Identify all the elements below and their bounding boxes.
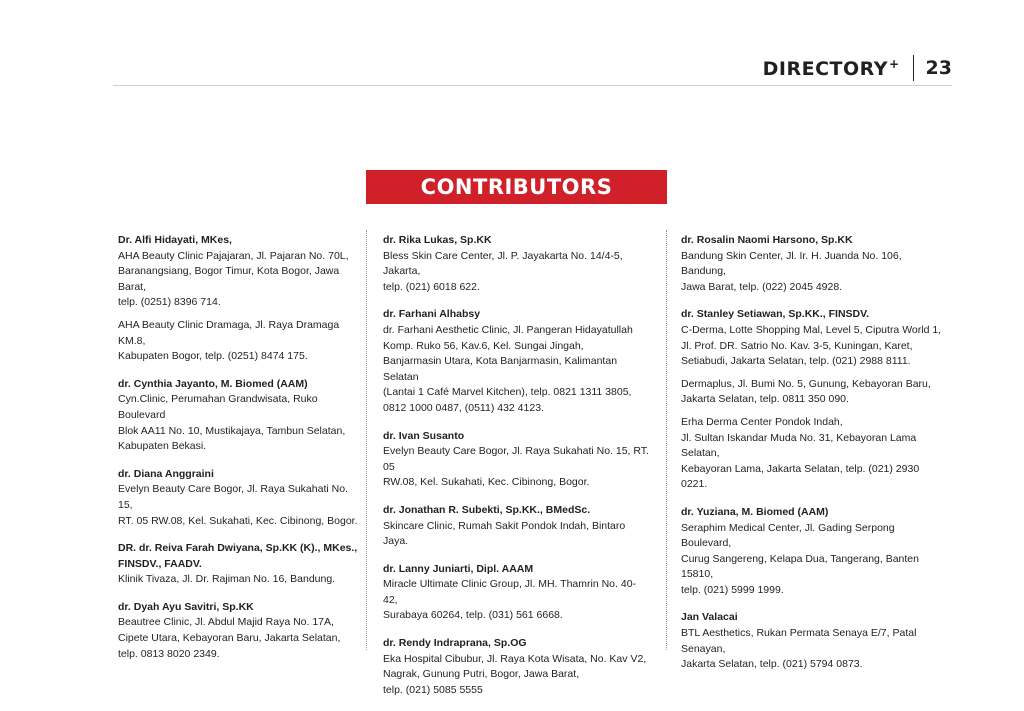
address-line: 0812 1000 0487, (0511) 432 4123. bbox=[383, 401, 544, 414]
section-mark: + bbox=[888, 56, 900, 71]
section-name: DIRECTORY+ bbox=[762, 56, 900, 80]
contributor-entry bbox=[681, 233, 945, 295]
contributor-entry bbox=[681, 610, 945, 672]
contributor-address bbox=[383, 577, 649, 624]
contributor-entry bbox=[118, 377, 358, 455]
contributor-address bbox=[118, 615, 358, 662]
contributor-name: Dr. Alfi Hidayati, MKes, bbox=[118, 234, 232, 246]
address-line: Jakarta Selatan, telp. (021) 5794 0873. bbox=[681, 658, 863, 671]
contributors-column-2 bbox=[383, 233, 649, 710]
header-divider bbox=[913, 55, 914, 81]
contributor-address bbox=[118, 482, 358, 529]
address-line: Jakarta Selatan, telp. 0811 350 090. bbox=[681, 393, 849, 406]
contributor-name: dr. Lanny Juniarti, Dipl. AAAM bbox=[383, 562, 534, 575]
address-line: telp. (021) 6018 622. bbox=[383, 280, 480, 293]
contributor-name: DR. dr. Reiva Farah Dwiyana, Sp.KK (K)., MKes., FINSDV., FAADV. bbox=[118, 542, 358, 570]
address-line: Dermaplus, Jl. Bumi No. 5, Gunung, Kebayoran Baru, bbox=[681, 377, 931, 390]
address-line: Jl. Prof. DR. Satrio No. Kav. 3-5, Kuningan, Karet, bbox=[681, 339, 913, 352]
address-line: Kabupaten Bogor, telp. (0251) 8474 175. bbox=[118, 350, 308, 363]
address-line: Jawa Barat, telp. (022) 2045 4928. bbox=[681, 280, 843, 293]
address-line: Surabaya 60264, telp. (031) 561 6668. bbox=[383, 609, 563, 622]
contributor-name: dr. Jonathan R. Subekti, Sp.KK., BMedSc. bbox=[383, 503, 591, 516]
page-number: 23 bbox=[925, 57, 952, 79]
column-separator bbox=[666, 230, 667, 650]
contributor-address bbox=[383, 519, 649, 550]
contributor-name: dr. Diana Anggraini bbox=[118, 467, 214, 480]
contributors-column-3 bbox=[681, 233, 945, 685]
contributor-address bbox=[118, 249, 358, 311]
contributor-address bbox=[383, 444, 649, 491]
contributor-address bbox=[681, 415, 945, 493]
address-line: Nagrak, Gunung Putri, Bogor, Jawa Barat, bbox=[383, 668, 580, 681]
contributor-address bbox=[681, 626, 945, 673]
contributor-name: dr. Yuziana, M. Biomed (AAM) bbox=[681, 505, 829, 518]
address-line: Miracle Ultimate Clinic Group, Jl. MH. Thamrin No. 40-42, bbox=[383, 578, 637, 606]
contributor-address bbox=[118, 318, 358, 365]
address-line: Banjarmasin Utara, Kota Banjarmasin, Kalimantan Selatan bbox=[383, 355, 618, 383]
address-line: Jl. Sultan Iskandar Muda No. 31, Kebayoran Lama Selatan, bbox=[681, 431, 917, 460]
address-line: Bless Skin Care Center, Jl. P. Jayakarta No. 14/4-5, Jakarta, bbox=[383, 249, 623, 278]
address-line: Komp. Ruko 56, Kav.6, Kel. Sungai Jingah, bbox=[383, 339, 584, 352]
address-line: Baranangsiang, Bogor Timur, Kota Bogor, Jawa Barat, bbox=[118, 265, 340, 293]
contributor-entry bbox=[383, 429, 649, 491]
address-line: RT. 05 RW.08, Kel. Sukahati, Kec. Cibinong, Bogor. bbox=[118, 514, 358, 527]
address-line: AHA Beauty Clinic Dramaga, Jl. Raya Dramaga KM.8, bbox=[118, 318, 340, 347]
contributor-entry bbox=[383, 503, 649, 550]
contributor-address bbox=[681, 249, 945, 296]
contributor-entry bbox=[681, 307, 945, 493]
contributor-address bbox=[383, 652, 649, 699]
address-line: telp. 0813 8020 2349. bbox=[118, 647, 220, 660]
contributor-name: dr. Ivan Susanto bbox=[383, 429, 465, 442]
contributor-name: dr. Rendy Indraprana, Sp.OG bbox=[383, 637, 527, 650]
address-line: telp. (021) 5999 1999. bbox=[681, 583, 784, 596]
address-line: Kabupaten Bekasi. bbox=[118, 440, 207, 453]
contributor-address bbox=[681, 377, 945, 408]
address-line: Kebayoran Lama, Jakarta Selatan, telp. (021) 2930 0221. bbox=[681, 462, 920, 491]
address-line: Blok AA11 No. 10, Mustikajaya, Tambun Selatan, bbox=[118, 424, 346, 437]
page-title: CONTRIBUTORS bbox=[420, 175, 613, 199]
address-line: Evelyn Beauty Care Bogor, Jl. Raya Sukahati No. 15, bbox=[118, 483, 348, 511]
contributor-address bbox=[681, 323, 945, 370]
contributor-name: Jan Valacai bbox=[681, 611, 738, 624]
contributor-entry bbox=[118, 233, 358, 365]
contributor-name: dr. Cynthia Jayanto, M. Biomed (AAM) bbox=[118, 377, 308, 390]
address-line: Setiabudi, Jakarta Selatan, telp. (021) 2988 8111. bbox=[681, 355, 911, 368]
address-line: Erha Derma Center Pondok Indah, bbox=[681, 415, 843, 428]
address-line: Klinik Tivaza, Jl. Dr. Rajiman No. 16, Bandung. bbox=[118, 573, 336, 586]
contributor-entry bbox=[118, 541, 358, 588]
contributor-name: dr. Rika Lukas, Sp.KK bbox=[383, 234, 492, 246]
address-line: Cyn.Clinic, Perumahan Grandwisata, Ruko Boulevard bbox=[118, 393, 318, 421]
contributors-column-1 bbox=[118, 233, 358, 674]
address-line: Bandung Skin Center, Jl. Ir. H. Juanda No. 106, Bandung, bbox=[681, 249, 902, 278]
contributor-entry bbox=[383, 233, 649, 295]
address-line: Eka Hospital Cibubur, Jl. Raya Kota Wisata, No. Kav V2, bbox=[383, 652, 647, 665]
contributor-entry bbox=[681, 505, 945, 599]
contributor-name: dr. Dyah Ayu Savitri, Sp.KK bbox=[118, 600, 254, 613]
column-separator bbox=[366, 230, 367, 650]
address-line: Seraphim Medical Center, Jl. Gading Serpong Boulevard, bbox=[681, 521, 895, 550]
contributor-address bbox=[383, 323, 649, 417]
address-line: (Lantai 1 Café Marvel Kitchen), telp. 0821 1311 3805, bbox=[383, 386, 632, 399]
contributor-address bbox=[681, 521, 945, 599]
address-line: Evelyn Beauty Care Bogor, Jl. Raya Sukahati No. 15, RT. 05 bbox=[383, 445, 649, 473]
contributor-entry bbox=[118, 600, 358, 662]
address-line: BTL Aesthetics, Rukan Permata Senaya E/7, Patal Senayan, bbox=[681, 627, 917, 655]
address-line: C-Derma, Lotte Shopping Mal, Level 5, Ciputra World 1, bbox=[681, 323, 942, 336]
contributor-address bbox=[383, 249, 649, 296]
contributor-name: dr. Farhani Alhabsy bbox=[383, 308, 481, 321]
address-line: AHA Beauty Clinic Pajajaran, Jl. Pajaran No. 70L, bbox=[118, 249, 349, 262]
contributor-address bbox=[118, 392, 358, 454]
page-header bbox=[763, 55, 952, 81]
address-line: Cipete Utara, Kebayoran Baru, Jakarta Selatan, bbox=[118, 632, 341, 645]
contributor-name: dr. Stanley Setiawan, Sp.KK., FINSDV. bbox=[681, 308, 870, 321]
address-line: telp. (021) 5085 5555 bbox=[383, 683, 483, 696]
title-band bbox=[366, 170, 667, 204]
header-rule bbox=[113, 85, 952, 86]
contributor-name: dr. Rosalin Naomi Harsono, Sp.KK bbox=[681, 234, 853, 246]
contributor-entry bbox=[383, 307, 649, 416]
contributor-entry bbox=[383, 636, 649, 698]
address-line: RW.08, Kel. Sukahati, Kec. Cibinong, Bogor. bbox=[383, 476, 590, 489]
contributor-entry bbox=[383, 562, 649, 624]
contributor-entry bbox=[118, 467, 358, 529]
address-line: dr. Farhani Aesthetic Clinic, Jl. Pangeran Hidayatullah bbox=[383, 323, 633, 336]
address-line: Skincare Clinic, Rumah Sakit Pondok Indah, Bintaro Jaya. bbox=[383, 519, 626, 548]
address-line: Beautree Clinic, Jl. Abdul Majid Raya No. 17A, bbox=[118, 616, 334, 629]
address-line: telp. (0251) 8396 714. bbox=[118, 296, 221, 309]
contributor-address bbox=[118, 572, 358, 588]
address-line: Curug Sangereng, Kelapa Dua, Tangerang, Banten 15810, bbox=[681, 552, 919, 581]
